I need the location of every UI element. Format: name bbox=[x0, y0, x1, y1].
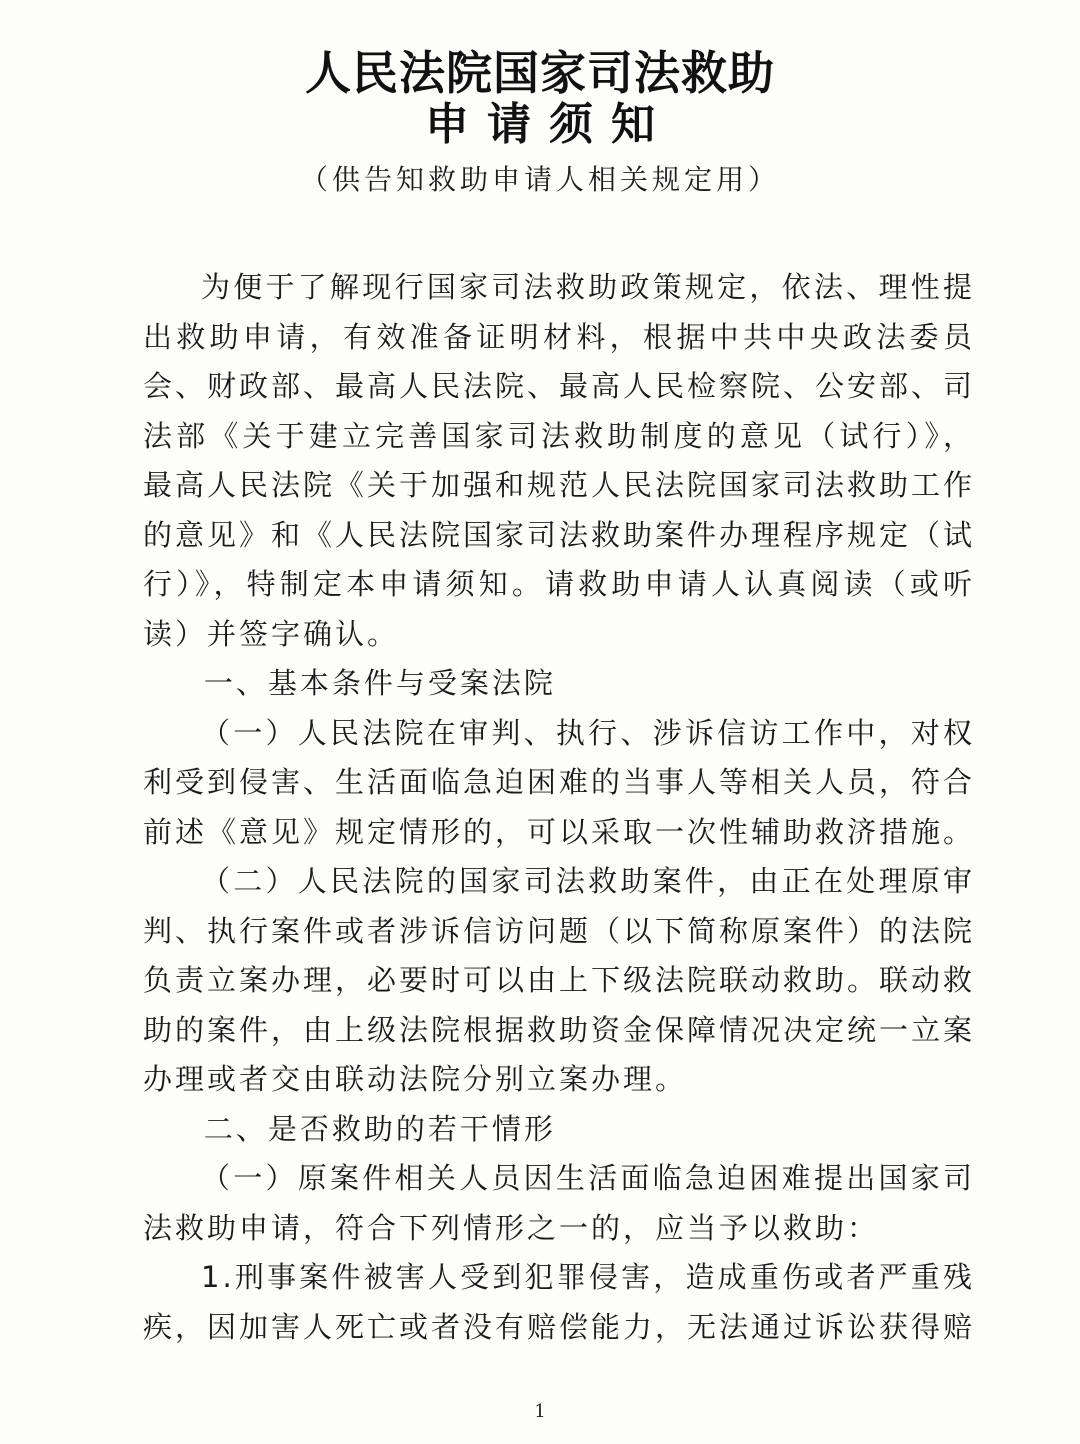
clause-1-2: （二）人民法院的国家司法救助案件，由正在处理原审判、执行案件或者涉诉信访问题（以下简称原案件）的法院负责立案办理，必要时可以由上下级法院联动救助。联动救助的案件，由上级法院根据救助资金保障情况决定统一立案办理或者交由联动法院分别立案办理。 bbox=[143, 864, 976, 1096]
clause-2-1: （一）原案件相关人员因生活面临急迫困难提出国家司法救助申请，符合下列情形之一的，应当予以救助： bbox=[143, 1161, 975, 1245]
document-title: 人民法院国家司法救助 bbox=[305, 46, 775, 100]
page-number: 1 bbox=[534, 1401, 546, 1422]
document-purpose-note: （供告知救助申请人相关规定用） bbox=[299, 163, 780, 196]
document-body bbox=[143, 263, 975, 1352]
section-heading-2: 二、是否救助的若干情形 bbox=[203, 1111, 556, 1146]
clause-2-1-item-1: 1.刑事案件被害人受到犯罪侵害，造成重伤或者严重残疾，因加害人死亡或者没有赔偿能力，无法通过诉讼获得赔 bbox=[143, 1260, 976, 1344]
document-subtitle-heading: 申请须知 bbox=[425, 99, 673, 150]
clause-1-1: （一）人民法院在审判、执行、涉诉信访工作中，对权利受到侵害、生活面临急迫困难的当事人等相关人员，符合前述《意见》规定情形的，可以采取一次性辅助救济措施。 bbox=[143, 715, 976, 849]
intro-paragraph: 为便于了解现行国家司法救助政策规定，依法、理性提出救助申请，有效准备证明材料，根据中共中央政法委员会、财政部、最高人民法院、最高人民检察院、公安部、司法部《关于建立完善国家司法救助制度的意见（试行）》，最高人民法院《关于加强和规范人民法院国家司法救助工作的意见》和《人民法院国家司法救助案件办理程序规定（试行）》，特制定本申请须知。请救助申请人认真阅读（或听读）并签字确认。 bbox=[143, 270, 976, 651]
section-heading-1: 一、基本条件与受案法院 bbox=[203, 666, 556, 700]
